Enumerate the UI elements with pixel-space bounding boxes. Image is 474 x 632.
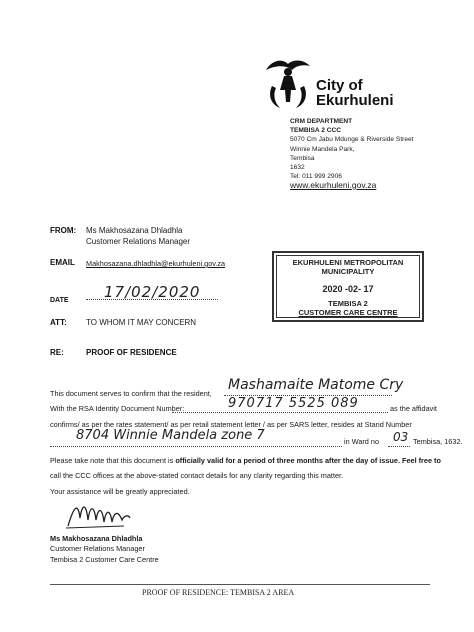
from-label: FROM: (50, 226, 77, 235)
date-label: DATE (50, 297, 69, 304)
att-label: ATT: (50, 318, 67, 327)
body-intro: This document serves to confirm that the resident, (50, 389, 212, 398)
date-underline (86, 299, 218, 300)
id-number-line (172, 412, 388, 413)
city-name (316, 78, 394, 108)
ward-end: Tembisa, 1632. (413, 437, 463, 446)
stamp-date: 2020 -02- 17 (322, 284, 374, 294)
from-title: Customer Relations Manager (86, 237, 191, 246)
ward-label: in Ward no (344, 437, 380, 446)
email-label: EMAIL (50, 258, 75, 267)
ward-number-line (388, 446, 410, 447)
signatory-office: Tembisa 2 Customer Care Centre (50, 555, 159, 564)
from-name: Ms Makhosazana Dhladhla (86, 226, 183, 235)
logo-line1: City of (316, 77, 363, 94)
address-suburb: Winnie Mandela Park, (290, 145, 355, 153)
stand-address: 8704 Winnie Mandela zone 7 (76, 428, 265, 443)
logo-line2: Ekurhuleni (316, 92, 394, 109)
city-emblem-icon (258, 56, 318, 112)
att-value: TO WHOM IT MAY CONCERN (86, 318, 197, 327)
validity-line1 (50, 456, 441, 465)
address-dept: CRM DEPARTMENT (290, 118, 353, 125)
footer-text: PROOF OF RESIDENCE: TEMBISA 2 AREA (142, 588, 295, 597)
stamp-line3: TEMBISA 2 (328, 299, 368, 308)
affidavit-text: as the affidavit (390, 404, 437, 413)
address-block (290, 117, 414, 181)
confirms-text: confirms/ as per the rates statement/ as per retail statement letter / as per SARS letter, resides at Stand Number (50, 420, 412, 429)
address-office: TEMBISA 2 CCC (290, 127, 342, 135)
ward-number: 03 (393, 430, 409, 444)
stamp-line1: EKURHULENI METROPOLITAN (292, 258, 404, 267)
handwritten-signature (64, 496, 134, 534)
id-label: With the RSA Identity Document Number: (50, 404, 185, 413)
address-town: Tembisa (290, 154, 315, 162)
resident-name: Mashamaite Matome Cry (228, 377, 404, 393)
stand-address-line (50, 446, 342, 447)
municipality-stamp (272, 251, 424, 322)
stamp-line4: CUSTOMER CARE CENTRE (298, 308, 398, 317)
re-value: PROOF OF RESIDENCE (86, 348, 177, 357)
validity-line2: call the CCC offices at the above-stated contact details for any clarity regarding this matter. (50, 471, 344, 480)
signatory-name: Ms Makhosazana Dhladhla (50, 534, 143, 543)
id-number: 970717 5525 089 (228, 396, 359, 411)
appreciation-text: Your assistance will be greatly appreciated. (50, 487, 190, 496)
website-link[interactable]: www.ekurhuleni.gov.za (290, 180, 377, 190)
address-tel: Tel: 011 999 2906 (290, 173, 342, 181)
stamp-line2: MUNICIPALITY (321, 267, 375, 276)
date-value: 17/02/2020 (104, 283, 201, 301)
address-street: 5070 Cm Jabu Mdunge & Riverside Street (290, 136, 414, 144)
signatory-title: Customer Relations Manager (50, 544, 145, 553)
re-label: RE: (50, 348, 64, 357)
validity-line1-bold: officially valid for a period of three months after the day of issue. Feel free to (175, 456, 441, 465)
address-code: 1632 (290, 164, 305, 172)
validity-line1-start: Please take note that this document is (50, 456, 176, 465)
footer-divider (50, 584, 430, 585)
email-value[interactable]: Makhosazana.dhladhla@ekurhuleni.gov.za (86, 259, 226, 268)
